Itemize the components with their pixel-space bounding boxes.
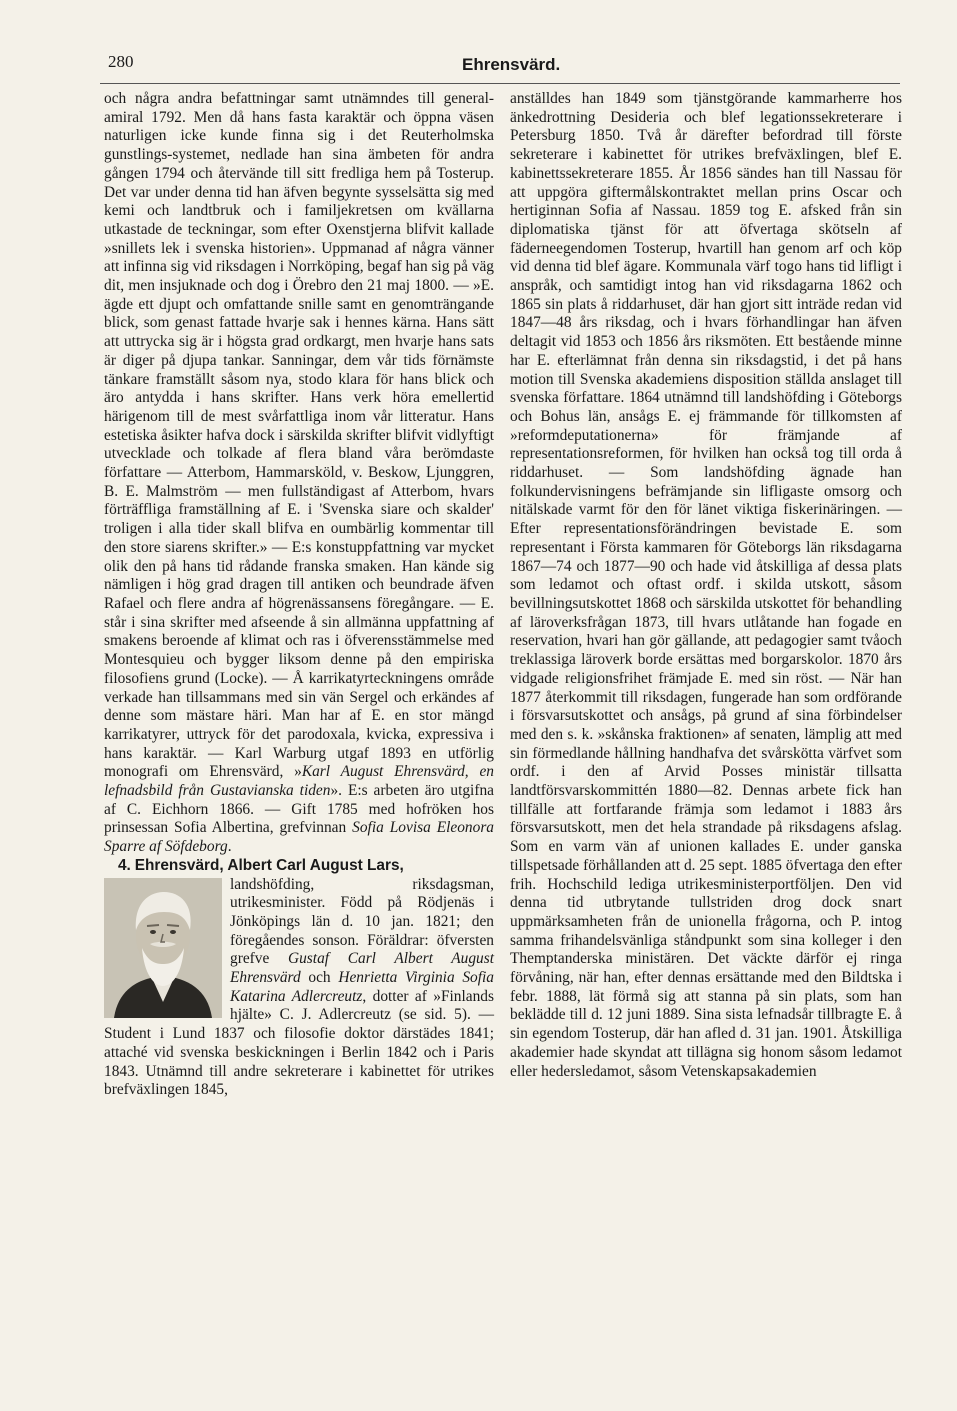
right-column-text: anställdes han 1849 som tjänstgörande kammarherre hos änkedrottning Desideria och blef legationssekreterare i Petersburg 1850. Två år därefter befordrad till förste sekreterare i kabinettet för utrikes brefväxlingen, blef E. kabinettssekreterare 1855. År 1856 sändes han till Nassau för att uppgöra giftermålskontraktet mellan prins Oscar och hertiginnan Sofia af Nassau. 1859 tog E. afsked från sin diplomatiska tjänst för att öfvertaga skötseln af fäderneegendomen Tosterup, hvartill han genom arf och köp vid denna tid blef ägare. Kommunala värf togo hans tid lifligt i anspråk, och samtidigt intog han vid riksdagarna 1862 och 1865 sin plats å riddarhuset, där han gjort sitt inträde redan vid 1847—48 års riksdag, och i hvars förhandlingar han äfven deltagit vid 1853 och 1856 års riksmöten. Ett bestående minne har E. efterlämnat från denna sin riksdagstid, i det på hans motion till Svenska akademiens disposition ställda anslaget till svenska författare. 1864 utnämnd till landshöfding i Göteborgs och Bohus län, ansågs E. ej främmande för tillkomsten af »reformdeputationerna» för främjande af representationsreformen, för hvilken han också tog till orda å riddarhuset. — Som landshöfding ägnade han folkundervisningens befrämjande sin lifligaste omsorg och nitälskade varmt för den för länet viktiga fiskerinäringen. — Efter representationsförändringen bevistade E. som representant i Första kammaren för Göteborgs län riksdagarna 1867—74 och 1877—90 och hade vid åtskilliga af dessa plats som ledamot och oftast ordf. i skilda utskott, såsom bevillningsutskottet 1868 och särskilda utskottet för behandling af läroverksfrågan 1873, till hvars utlåtande han fogade en reservation, hvari han gör gällande, att pedagogier samt tvåoch treklassiga läroverk borde ersättas med borgarskolor. 1870 års vidgade religionsfrihet främjade E. med sin röst. — När han 1877 återkommit till riksdagen, fungerade han som ordförande i försvarsutskottet och ansågs, på grund af sina förbindelser med den s. k. »skånska fraktionen» af senaten, lämplig att med sin förmedlande hållning handhafva det svårskötta värfvet som ordf. i den af Arvid Posses ministär tillsatta landtförsvarskommittén 1880—82. Dennas arbete fick han tillfälle att fortfarande främja som ledamot i 1883 års försvarsutskott, men det hela strandade på riksdagens afslag. Som en varm vän af unionen kallades E. under ganska tillspetsade förhållanden att d. 25 sept. 1885 öfvertaga den efter frih. Hochschild lediga utrikesministerportföljen. Den vid denna tid utbrytande tullstriden drog dock snart uppmärksamheten från de unionella frågorna, och P. intog samma frihandelsvänliga ståndpunkt som sina kolleger i den Themptanderska ministären. Det väckte därför ej ringa förvåning, när han, efter dennas ersättande med den Bildtska i febr. 1888, lät förmå sig att stanna på sin plats, som han beklädde till d. 12 juni 1889. Sina sista lefnadsår tillbragte E. å sin egendom Tosterup, där han afled d. 31 jan. 1901. Åtskilliga akademier hade skyndat att tillägna sig honom såsom ledamot eller hedersledamot, såsom Vetenskapsakademien <box>510 90 902 1080</box>
paragraph-text: ». E:s arbeten äro utgifna af C. Eichhorn 1866. — Gift 1785 med hofröken hos prinsessan Sofia Albertina, grefvinnan <box>104 782 494 837</box>
left-column <box>104 90 494 1100</box>
entry-text: landshöfding, riksdagsman, utrikesminister. Född på Rödjenäs i Jönköpings län d. 10 jan. 1821; den föregåendes sonson. Föräldrar: öfversten grefve <box>230 875 494 968</box>
father-name: Gustaf Carl Albert August Ehrensvärd <box>230 950 495 987</box>
portrait-image <box>104 878 222 1018</box>
entry-paragraph <box>104 857 494 876</box>
mother-name: Henrietta Virginia Sofia Katarina Adlercreutz <box>230 969 494 1005</box>
wife-name: Sofia Lovisa Eleonora Sparre af Söfdeborg <box>104 819 494 856</box>
header-rule <box>100 83 900 84</box>
paragraph-text: och några andra befattningar samt utnämndes till general-amiral 1792. Men då hans fasta karaktär och öppna väsen naturligen icke kunde finna sig i det Reuterholmska gunstlings-systemet, nedlade han sina ämbeten för andra gången 1794 och återvände till sitt fredliga hem på Tosterup. Det var under denna tid han äfven begynte sysselsätta sig med kemi och landtbruk och i familjekretsen om kvällarna utkastade de teckningar, som efter Oxenstjerna blifvit kallade »snillets lek i svenska historien». Uppmanad af några vänner att infinna sig vid riksdagen i Norrköping, begaf han sig på väg dit, men insjuknade och dog i Örebro den 21 maj 1800. — »E. ägde ett djupt och omfattande snille samt en genomträngande blick, som genast fattade hvarje sak i hennes kärna. Hans sätt att uttrycka sig är i högsta grad ordkargt, men hvarje hans sats är diger på djupa tankar. Sanningar, dem vår tids förnämste tänkare framställt såsom nya, stodo klara för hans blick och äro antydda i hans skrifter. Hans verk höra emellertid härigenom till de mest svårfattliga inom vår litteratur. Hans estetiska åsikter hafva dock i särskilda skrifter blifvit vidlyftigt utvecklade och tolkade af flera bland våra berömdaste författare — Atterbom, Hammarsköld, v. Beskow, Ljunggren, B. E. Malmström — men fullständigast af Atterbom, hvars förträffliga framställning af E. i 'Svenska siare och skalder' troligen i alla tider skall blifva en oumbärlig kommentar till den store siarens skrifter.» — E:s konstuppfattning var mycket olik den på hans tid rådande franska smaken. Han kände sig nämligen i hög grad dragen till antiken och beundrade äfven Rafael och flere andra af högrenässansens föregångare. — E. står i sina skrifter med afseende å sin allmänna uppfattning af smakens beroende af klimat och ras i öfverensstämmelse med Montesquieu och bygger liksom denne på den empiriska filosofiens grund (Locke). — Å karrikatyrteckningens område verkade han tillsammans med sin vän Sergel och erkändes af denne som mästare häri. Man har af E. en stor mängd karrikatyrer, uttryck för det parodoxala, kvicka, expressiva i hans karaktär. — Karl Warburg utgaf 1893 en utförlig monografi om Ehrensvärd, » <box>104 90 494 781</box>
article-paragraph <box>104 90 494 857</box>
running-title: Ehrensvärd. <box>462 55 561 74</box>
entry-text: , dotter af »Finlands hjälte» C. J. Adlercreutz (se sid. 5). — Student i Lund 1837 och filosofie doktor därstädes 1841; attaché vid svenska beskickningen i Berlin 1842 och i Paris 1843. Utnämnd till andre sekreterare i kabinettet för utrikes brefväxlingen 1845, <box>104 987 494 1099</box>
right-column <box>510 90 902 1081</box>
page-number: 280 <box>108 52 134 71</box>
entry-name: Ehrensvärd, Albert Carl August Lars, <box>134 856 404 874</box>
entry-body <box>104 876 494 1100</box>
paragraph-text: . <box>227 838 232 856</box>
entry-text: och <box>300 969 339 987</box>
monograph-title: Karl August Ehrensvärd, en lefnadsbild från Gustavianska tiden <box>104 763 494 800</box>
entry-number: 4. <box>118 856 131 874</box>
